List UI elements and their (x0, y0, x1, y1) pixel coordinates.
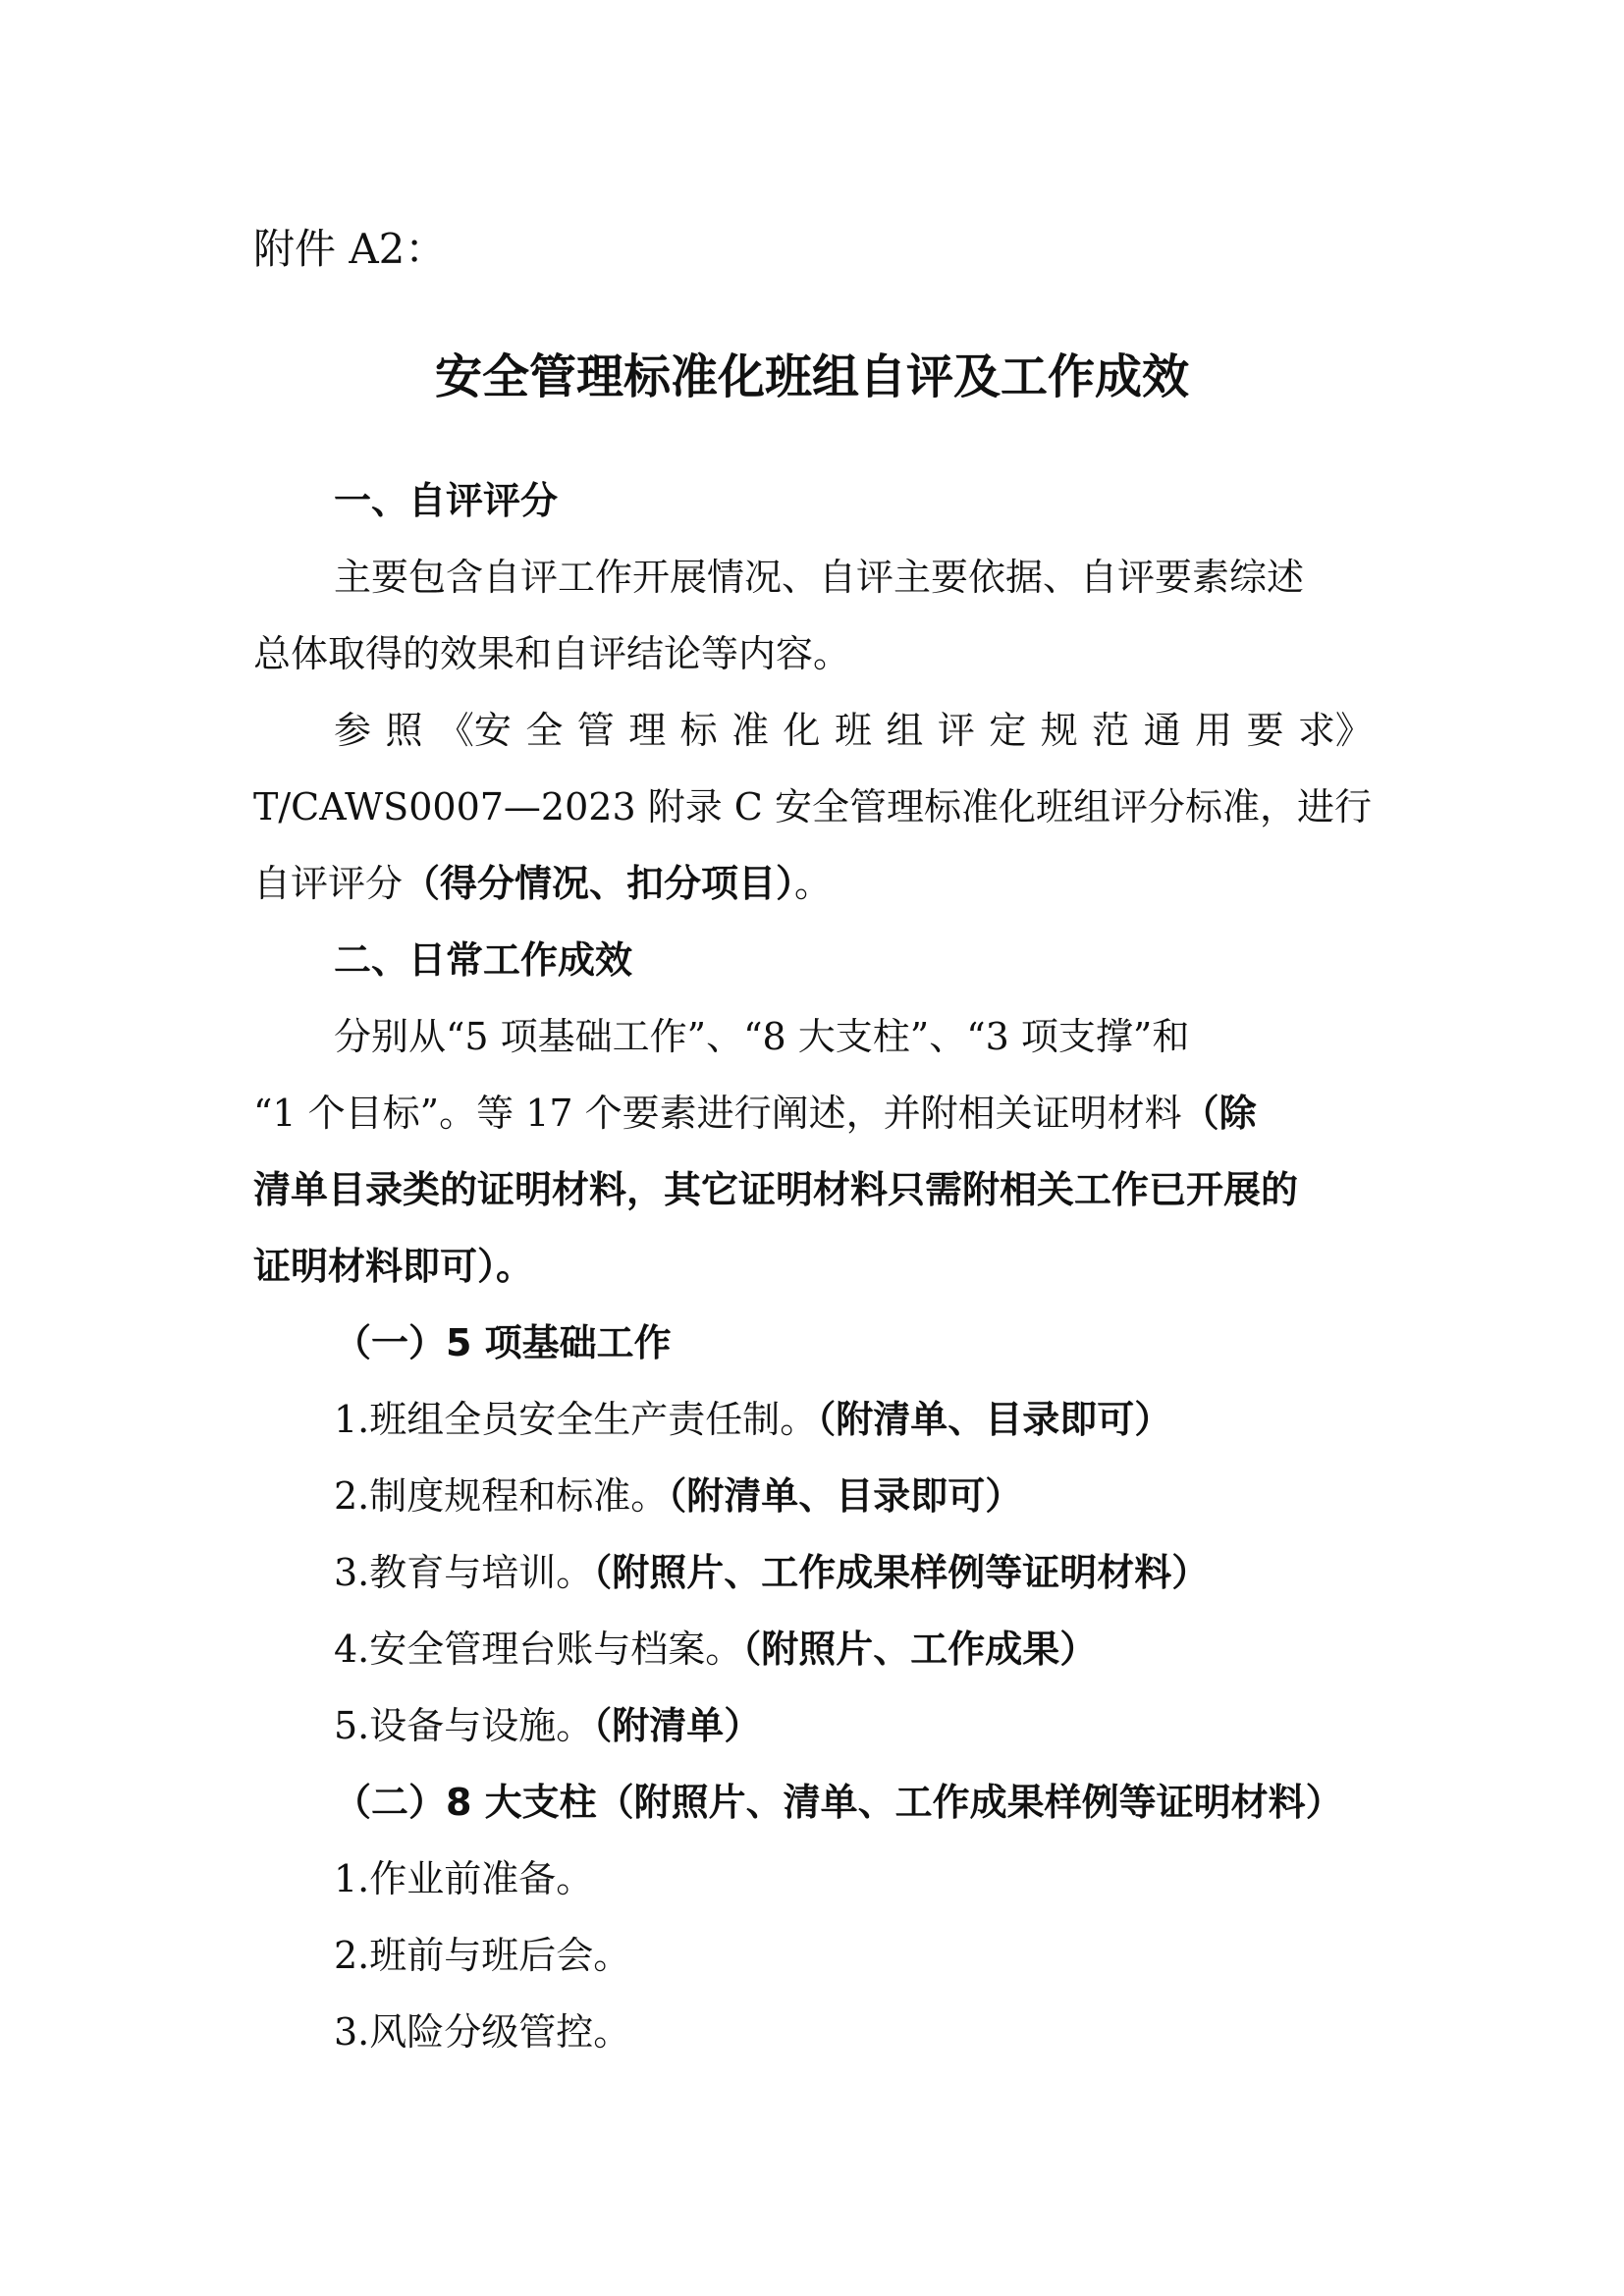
para2-word: 通 (1143, 709, 1181, 752)
section2-para-line4: 证明材料即可）。 (253, 1245, 534, 1288)
section2-para-bold: （除 (1181, 1092, 1257, 1135)
list-item-text: 2.制度规程和标准。 (334, 1474, 669, 1518)
list-item (334, 1547, 1209, 1598)
list-item-note: （附清单、目录即可） (668, 1474, 1023, 1518)
list-item-note: （附清单） (593, 1704, 762, 1747)
para2-word: 求》 (1297, 709, 1373, 752)
para2-word: 评 (937, 709, 975, 752)
para2-word: 用 (1195, 709, 1233, 752)
section1-para1-line1: 主要包含自评工作开展情况、自评主要依据、自评要素综述 (334, 556, 1305, 599)
section1-heading: 一、自评评分 (334, 479, 559, 522)
sub1-heading: （一）5 项基础工作 (334, 1321, 672, 1364)
para2-word: 理 (628, 709, 667, 752)
para2-word: 《安 (436, 709, 512, 752)
para2-word: 管 (576, 709, 615, 752)
list-item-text: 1.班组全员安全生产责任制。 (334, 1398, 818, 1441)
para2-word: 范 (1092, 709, 1130, 752)
section1-para1-line2: 总体取得的效果和自评结论等内容。 (253, 632, 851, 675)
section1-para2-line1 (334, 705, 1373, 756)
list-item: 1.作业前准备。 (334, 1857, 594, 1900)
section2-heading: 二、日常工作成效 (334, 938, 633, 982)
para2-normal-text: 自评评分 (253, 862, 404, 905)
sub2-heading: （二）8 大支柱（附照片、清单、工作成果样例等证明材料） (334, 1781, 1343, 1824)
para2-word: 班 (834, 709, 872, 752)
list-item-note: （附清单、目录即可） (817, 1398, 1172, 1441)
section1-para2-line3 (253, 858, 832, 909)
list-item (334, 1470, 1022, 1522)
list-item-text: 5.设备与设施。 (334, 1704, 594, 1747)
list-item-text: 3.教育与培训。 (334, 1551, 594, 1594)
list-item-text: 4.安全管理台账与档案。 (334, 1628, 743, 1671)
para2-word: 组 (886, 709, 924, 752)
section2-para-normal: “1 个目标”。等 17 个要素进行阐述，并附相关证明材料 (253, 1092, 1182, 1135)
list-item: 2.班前与班后会。 (334, 1934, 631, 1977)
para2-word: 全 (525, 709, 564, 752)
para2-word: 规 (1040, 709, 1078, 752)
para2-word: 化 (783, 709, 821, 752)
list-item (334, 1700, 761, 1751)
para2-word: 定 (989, 709, 1027, 752)
section2-para-line3: 清单目录类的证明材料，其它证明材料只需附相关工作已开展的 (253, 1168, 1299, 1211)
list-item: 3.风险分级管控。 (334, 2010, 631, 2054)
attachment-label: 附件 A2： (253, 225, 447, 273)
para2-word: 准 (731, 709, 770, 752)
para2-end-punct: 。 (794, 862, 833, 905)
para2-word: 标 (679, 709, 718, 752)
para2-word: 照 (385, 709, 423, 752)
document-title: 安全管理标准化班组自评及工作成效 (434, 349, 1189, 404)
list-item (334, 1394, 1171, 1445)
list-item-note: （附照片、工作成果样例等证明材料） (593, 1551, 1210, 1594)
para2-bold-note: （得分情况、扣分项目） (403, 862, 795, 905)
para2-word: 要 (1246, 709, 1284, 752)
list-item-note: （附照片、工作成果） (742, 1628, 1098, 1671)
list-item (334, 1624, 1097, 1675)
section2-para-line2 (253, 1088, 1257, 1139)
section2-para-line1: 分别从“5 项基础工作”、“8 大支柱”、“3 项支撑”和 (334, 1015, 1190, 1058)
para2-word: 参 (334, 709, 372, 752)
section1-para2-line2: T/CAWS0007—2023 附录 C 安全管理标准化班组评分标准，进行 (253, 785, 1372, 828)
